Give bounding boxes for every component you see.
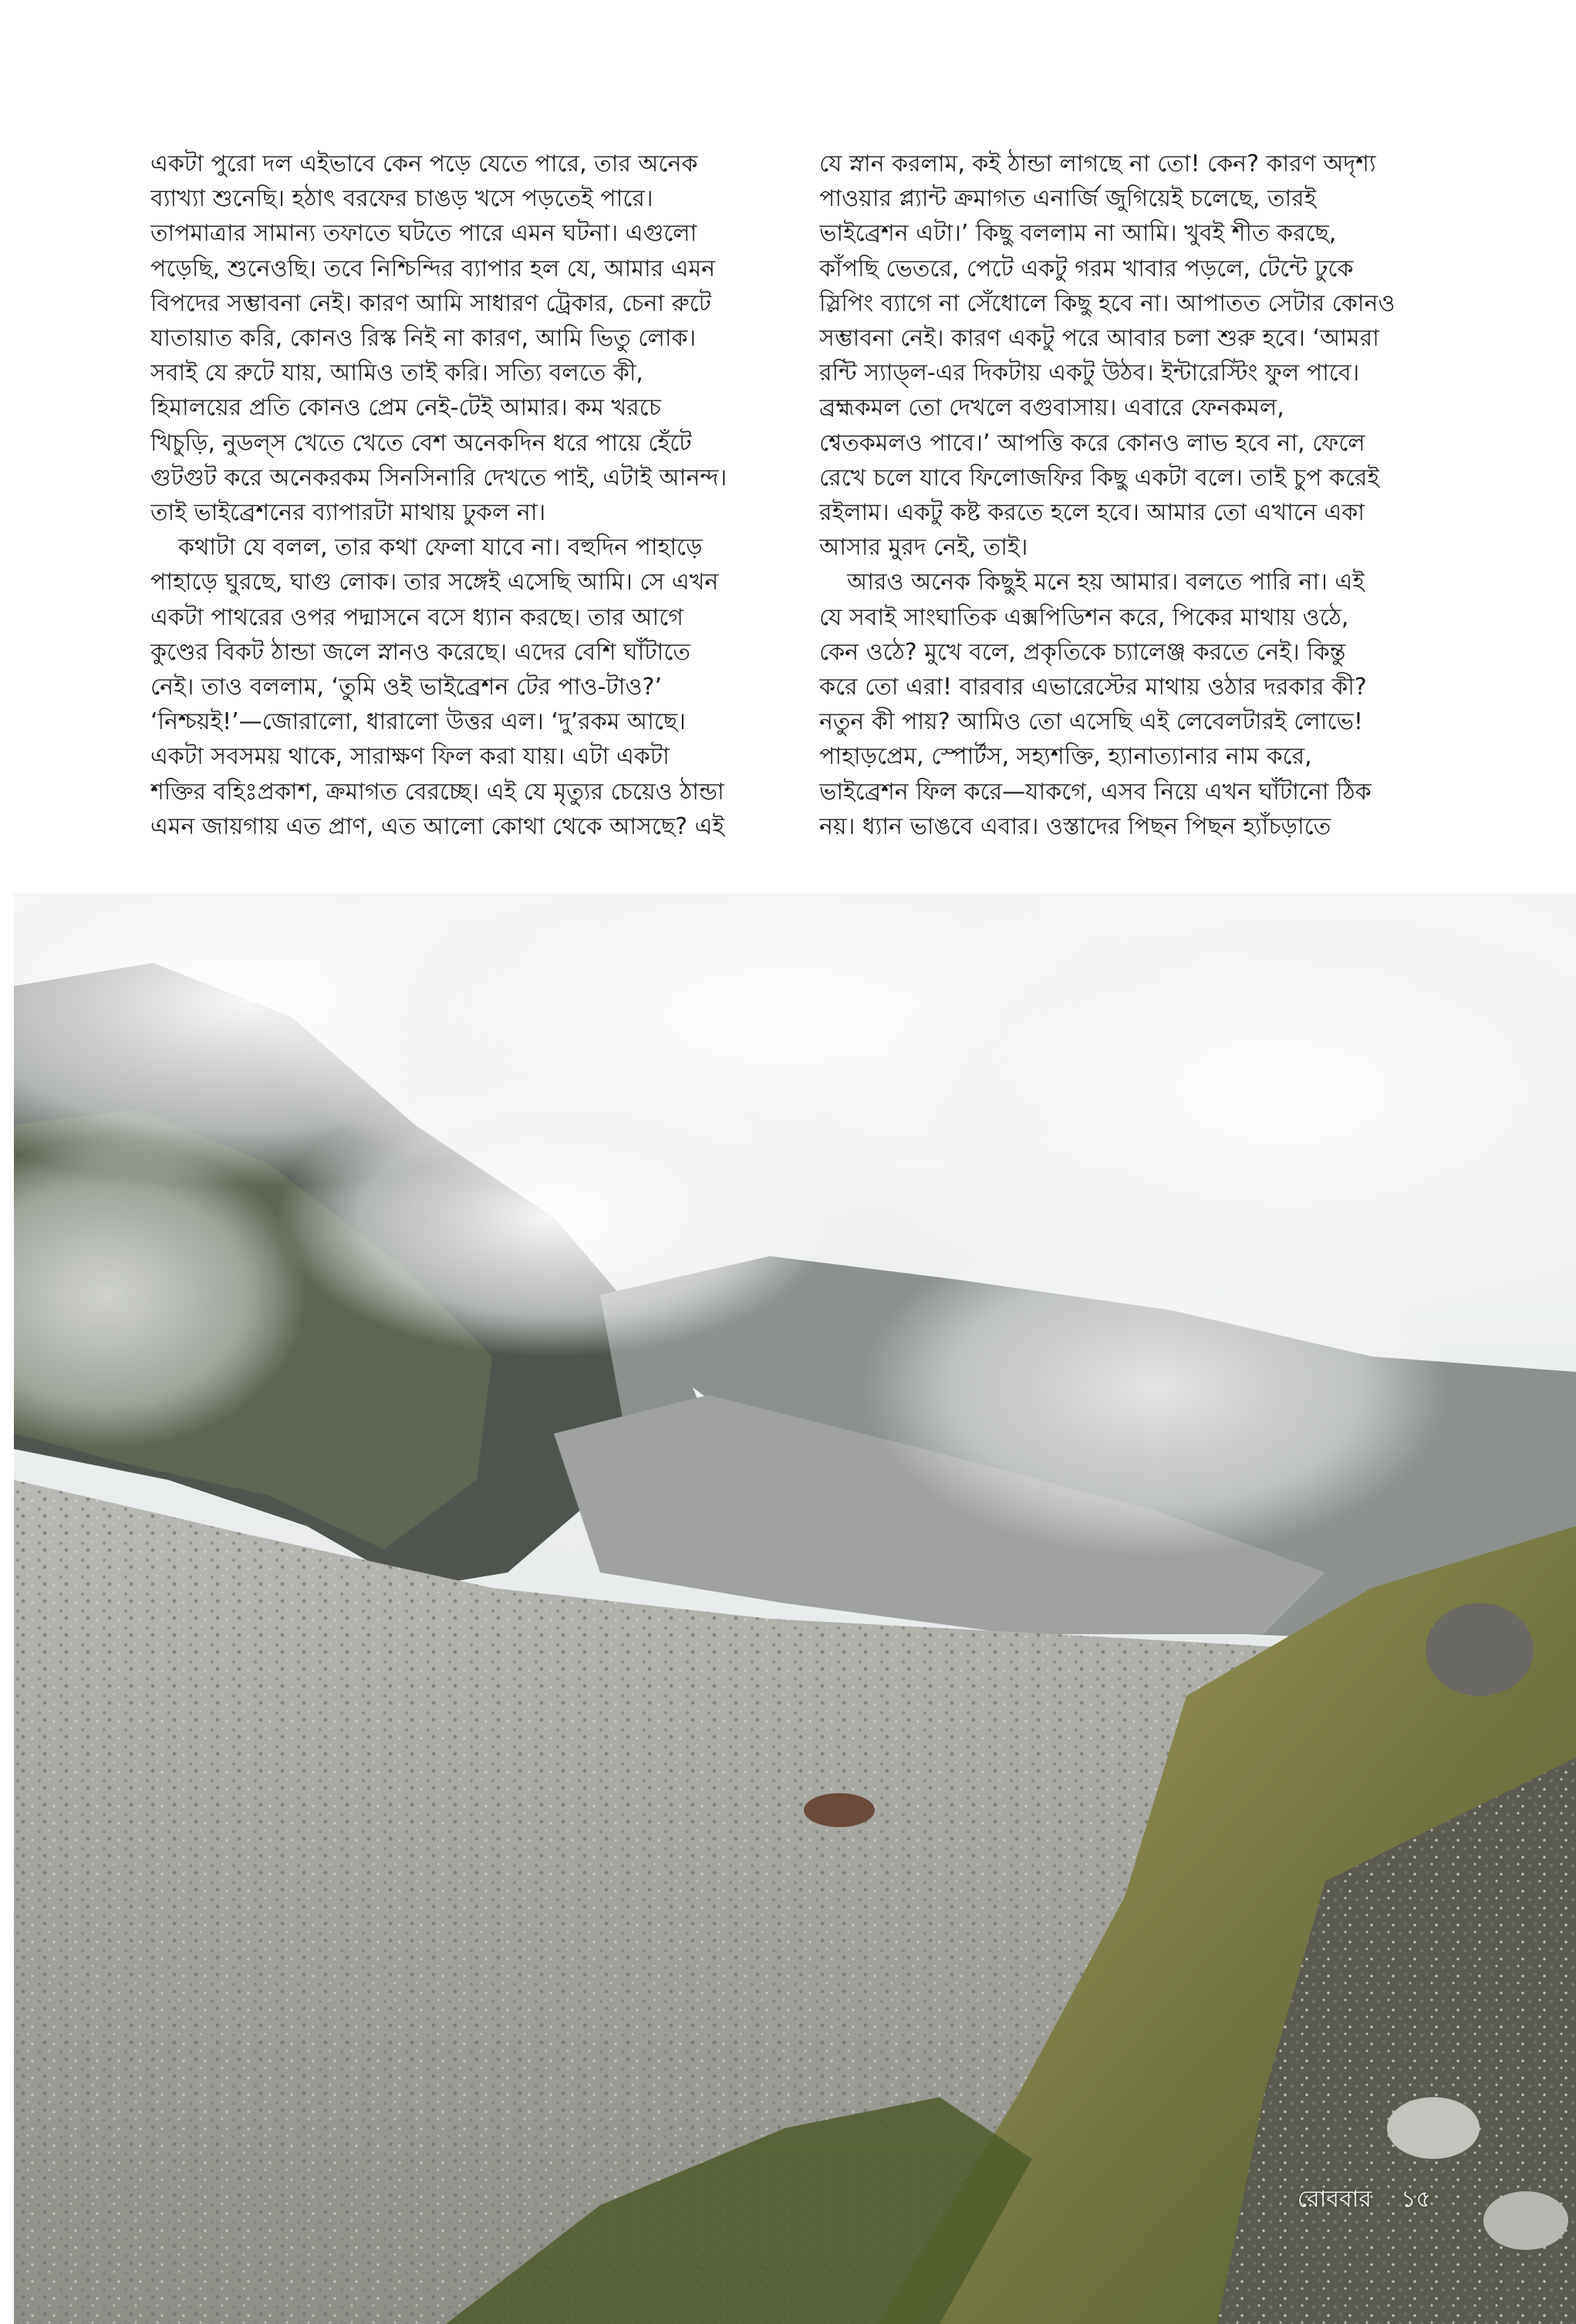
text-line: এমন জায়গায় এত প্রাণ, এত আলো কোথা থেকে আসছে? এই [150, 812, 725, 840]
text-line: খিচুড়ি, নুডল্স খেতে খেতে বেশ অনেকদিন ধরে পায়ে হেঁটে [150, 429, 692, 457]
mountain-valley-photo [14, 893, 1576, 2324]
text-line: একটা পাথরের ওপর পদ্মাসনে বসে ধ্যান করছে। তার আগে [150, 603, 683, 631]
text-line: কাঁপছি ভেতরে, পেটে একটু গরম খাবার পড়লে, টেন্টে ঢুকে [819, 255, 1354, 282]
text-line: পড়েছি, শুনেওছি। তবে নিশ্চিন্দির ব্যাপার হল যে, আমার এমন [150, 255, 716, 282]
text-line: যে স্নান করলাম, কই ঠান্ডা লাগছে না তো! কেন? কারণ অদৃশ্য [819, 150, 1376, 177]
text-line: তাপমাত্রার সামান্য তফাতে ঘটতে পারে এমন ঘটনা। এগুলো [150, 220, 697, 248]
text-line: একটা পুরো দল এইভাবে কেন পড়ে যেতে পারে, তার অনেক [150, 150, 698, 177]
text-line: কুণ্ডের বিকট ঠান্ডা জলে স্নানও করেছে। এদের বেশি ঘাঁটাতে [150, 638, 690, 666]
text-line: পাওয়ার প্ল্যান্ট ক্রমাগত এনার্জি জুগিয়েই চলেছে, তারই [819, 185, 1317, 213]
text-line: শক্তির বহিঃপ্রকাশ, ক্রমাগত বেরচ্ছে। এই যে মৃত্যুর চেয়েও ঠান্ডা [150, 778, 724, 806]
text-line: তাই ভাইব্রেশনের ব্যাপারটা মাথায় ঢুকল না। [150, 499, 546, 527]
text-line: করে তো এরা! বারবার এভারেস্টের মাথায় ওঠার দরকার কী? [819, 674, 1367, 701]
text-line: সবাই যে রুটে যায়, আমিও তাই করি। সত্যি বলতে কী, [150, 360, 643, 387]
text-line: কেন ওঠে? মুখে বলে, প্রকৃতিকে চ্যালেঞ্জ করতে নেই। কিন্তু [819, 638, 1346, 666]
text-line: ভাইব্রেশন এটা।’ কিছু বললাম না আমি। খুবই শীত করছে, [819, 220, 1337, 248]
text-line: স্লিপিং ব্যাগে না সেঁধোলে কিছু হবে না। আপাতত সেটার কোনও [819, 289, 1395, 317]
text-line: নয়। ধ্যান ভাঙবে এবার। ওস্তাদের পিছন পিছন হ্যাঁচড়াতে [819, 812, 1331, 840]
text-line: ‘নিশ্চয়ই!’—জোরালো, ধারালো উত্তর এল। ‘দু’রকম আছে। [150, 708, 686, 736]
magazine-name: রোববার [1297, 2186, 1372, 2213]
left-text-column [150, 147, 768, 844]
text-line: শ্বেতকমলও পাবে।’ আপত্তি করে কোনও লাভ হবে না, ফেলে [819, 429, 1365, 457]
text-line: একটা সবসময় থাকে, সারাক্ষণ ফিল করা যায়। এটা একটা [150, 743, 670, 771]
text-line: যে সবাই সাংঘাতিক এক্সপিডিশন করে, পিকের মাথায় ওঠে, [819, 603, 1349, 631]
right-text-column [819, 147, 1436, 844]
glacier-landscape-illustration [14, 893, 1576, 2324]
text-line: ভাইব্রেশন ফিল করে—যাকগে, এসব নিয়ে এখন ঘাঁটানো ঠিক [819, 778, 1372, 806]
text-line: হিমালয়ের প্রতি কোনও প্রেম নেই-টেই আমার। কম খরচে [150, 394, 661, 422]
text-line: আসার মুরদ নেই, তাই। [819, 534, 1028, 562]
page-number: ১৫ [1401, 2186, 1431, 2213]
text-line: রইলাম। একটু কষ্ট করতে হলে হবে। আমার তো এখানে একা [819, 499, 1365, 527]
text-line: রেখে চলে যাবে ফিলোজফির কিছু একটা বলে। তাই চুপ করেই [819, 464, 1380, 491]
text-line: ব্যাখ্যা শুনেছি। হঠাৎ বরফের চাঙড় খসে পড়তেই পারে। [150, 185, 653, 213]
text-line: গুটগুট করে অনেকরকম সিনসিনারি দেখতে পাই, এটাই আনন্দ। [150, 464, 727, 491]
text-line: ব্রহ্মকমল তো দেখলে বগুবাসায়। এবারে ফেনকমল, [819, 394, 1284, 422]
page-folio [1298, 2180, 1431, 2220]
text-line: পাহাড়ে ঘুরছে, ঘাগু লোক। তার সঙ্গেই এসেছি আমি। সে এখন [150, 569, 719, 596]
text-line: সম্ভাবনা নেই। কারণ একটু পরে আবার চলা শুরু হবে। ‘আমরা [819, 325, 1379, 353]
text-line: আরও অনেক কিছুই মনে হয় আমার। বলতে পারি না। এই [847, 569, 1365, 596]
text-line: পাহাড়প্রেম, স্পোর্টস, সহ্যশক্তি, হ্যানাত্যানার নাম করে, [819, 743, 1312, 771]
text-line: যাতায়াত করি, কোনও রিস্ক নিই না কারণ, আমি ভিতু লোক। [150, 325, 697, 353]
text-line: নেই। তাও বললাম, ‘তুমি ওই ভাইব্রেশন টের পাও-টাও?’ [150, 674, 663, 701]
text-line: রন্টি স্যাড্ল-এর দিকটায় একটু উঠব। ইন্টারেস্টিং ফুল পাবে। [819, 360, 1360, 387]
text-line: বিপদের সম্ভাবনা নেই। কারণ আমি সাধারণ ট্রেকার, চেনা রুটে [150, 289, 712, 317]
text-line: কথাটা যে বলল, তার কথা ফেলা যাবে না। বহুদিন পাহাড়ে [178, 534, 703, 562]
text-line: নতুন কী পায়? আমিও তো এসেছি এই লেবেলটারই লোভে! [819, 708, 1363, 736]
